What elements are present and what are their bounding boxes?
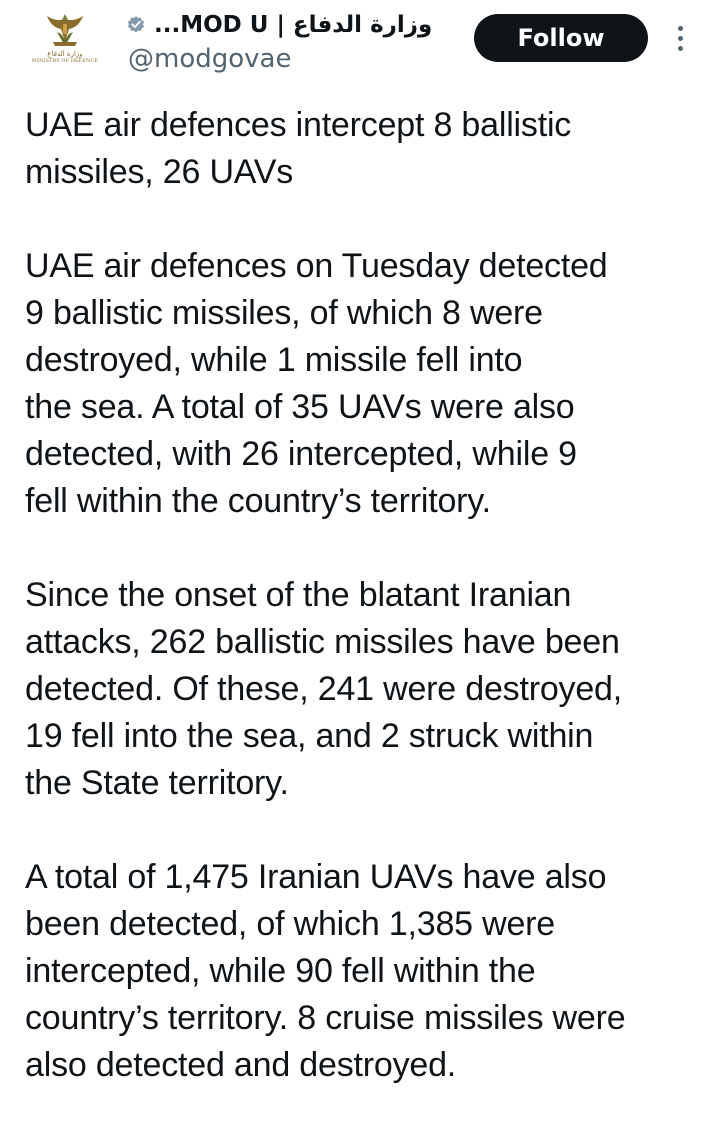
- tweet-paragraph: UAE air defences on Tuesday detected 9 ballistic missiles, of which 8 were destroyed, while 1 missile fell into the sea. A total of 35 UAVs were also detected, with 26 intercepted, while 9 fell within the country’s territory.: [25, 247, 608, 520]
- avatar-english-label: MINISTRY OF DEFENCE: [31, 58, 99, 64]
- tweet-paragraph-headline: UAE air defences intercept 8 ballistic missiles, 26 UAVs: [25, 106, 572, 191]
- avatar-arabic-label: وزارة الدفاع: [47, 50, 83, 58]
- more-dot: [678, 36, 683, 41]
- more-options-icon[interactable]: [666, 20, 694, 56]
- author-handle[interactable]: @modgovae: [128, 44, 292, 74]
- tweet-paragraph: Since the onset of the blatant Iranian attacks, 262 ballistic missiles have been detected. Of these, 241 were destroyed, 19 fell into the sea, and 2 struck within the State territory.: [25, 576, 623, 802]
- avatar[interactable]: [26, 12, 104, 74]
- ministry-emblem-icon: [43, 12, 87, 50]
- author-display-name[interactable]: وزارة الدفاع | MOD U...: [154, 12, 433, 38]
- tweet-paragraph: A total of 1,475 Iranian UAVs have also been detected, of which 1,385 were intercepted, while 90 fell within the country’s territory. 8 cruise missiles were also detected and destroyed.: [25, 858, 626, 1084]
- more-dot: [678, 26, 683, 31]
- verified-badge-icon: [126, 15, 146, 35]
- tweet-text: [25, 102, 705, 1136]
- tweet-header: [0, 0, 720, 90]
- follow-button[interactable]: Follow: [474, 14, 648, 62]
- author-name-row[interactable]: [126, 8, 432, 42]
- more-dot: [678, 46, 683, 51]
